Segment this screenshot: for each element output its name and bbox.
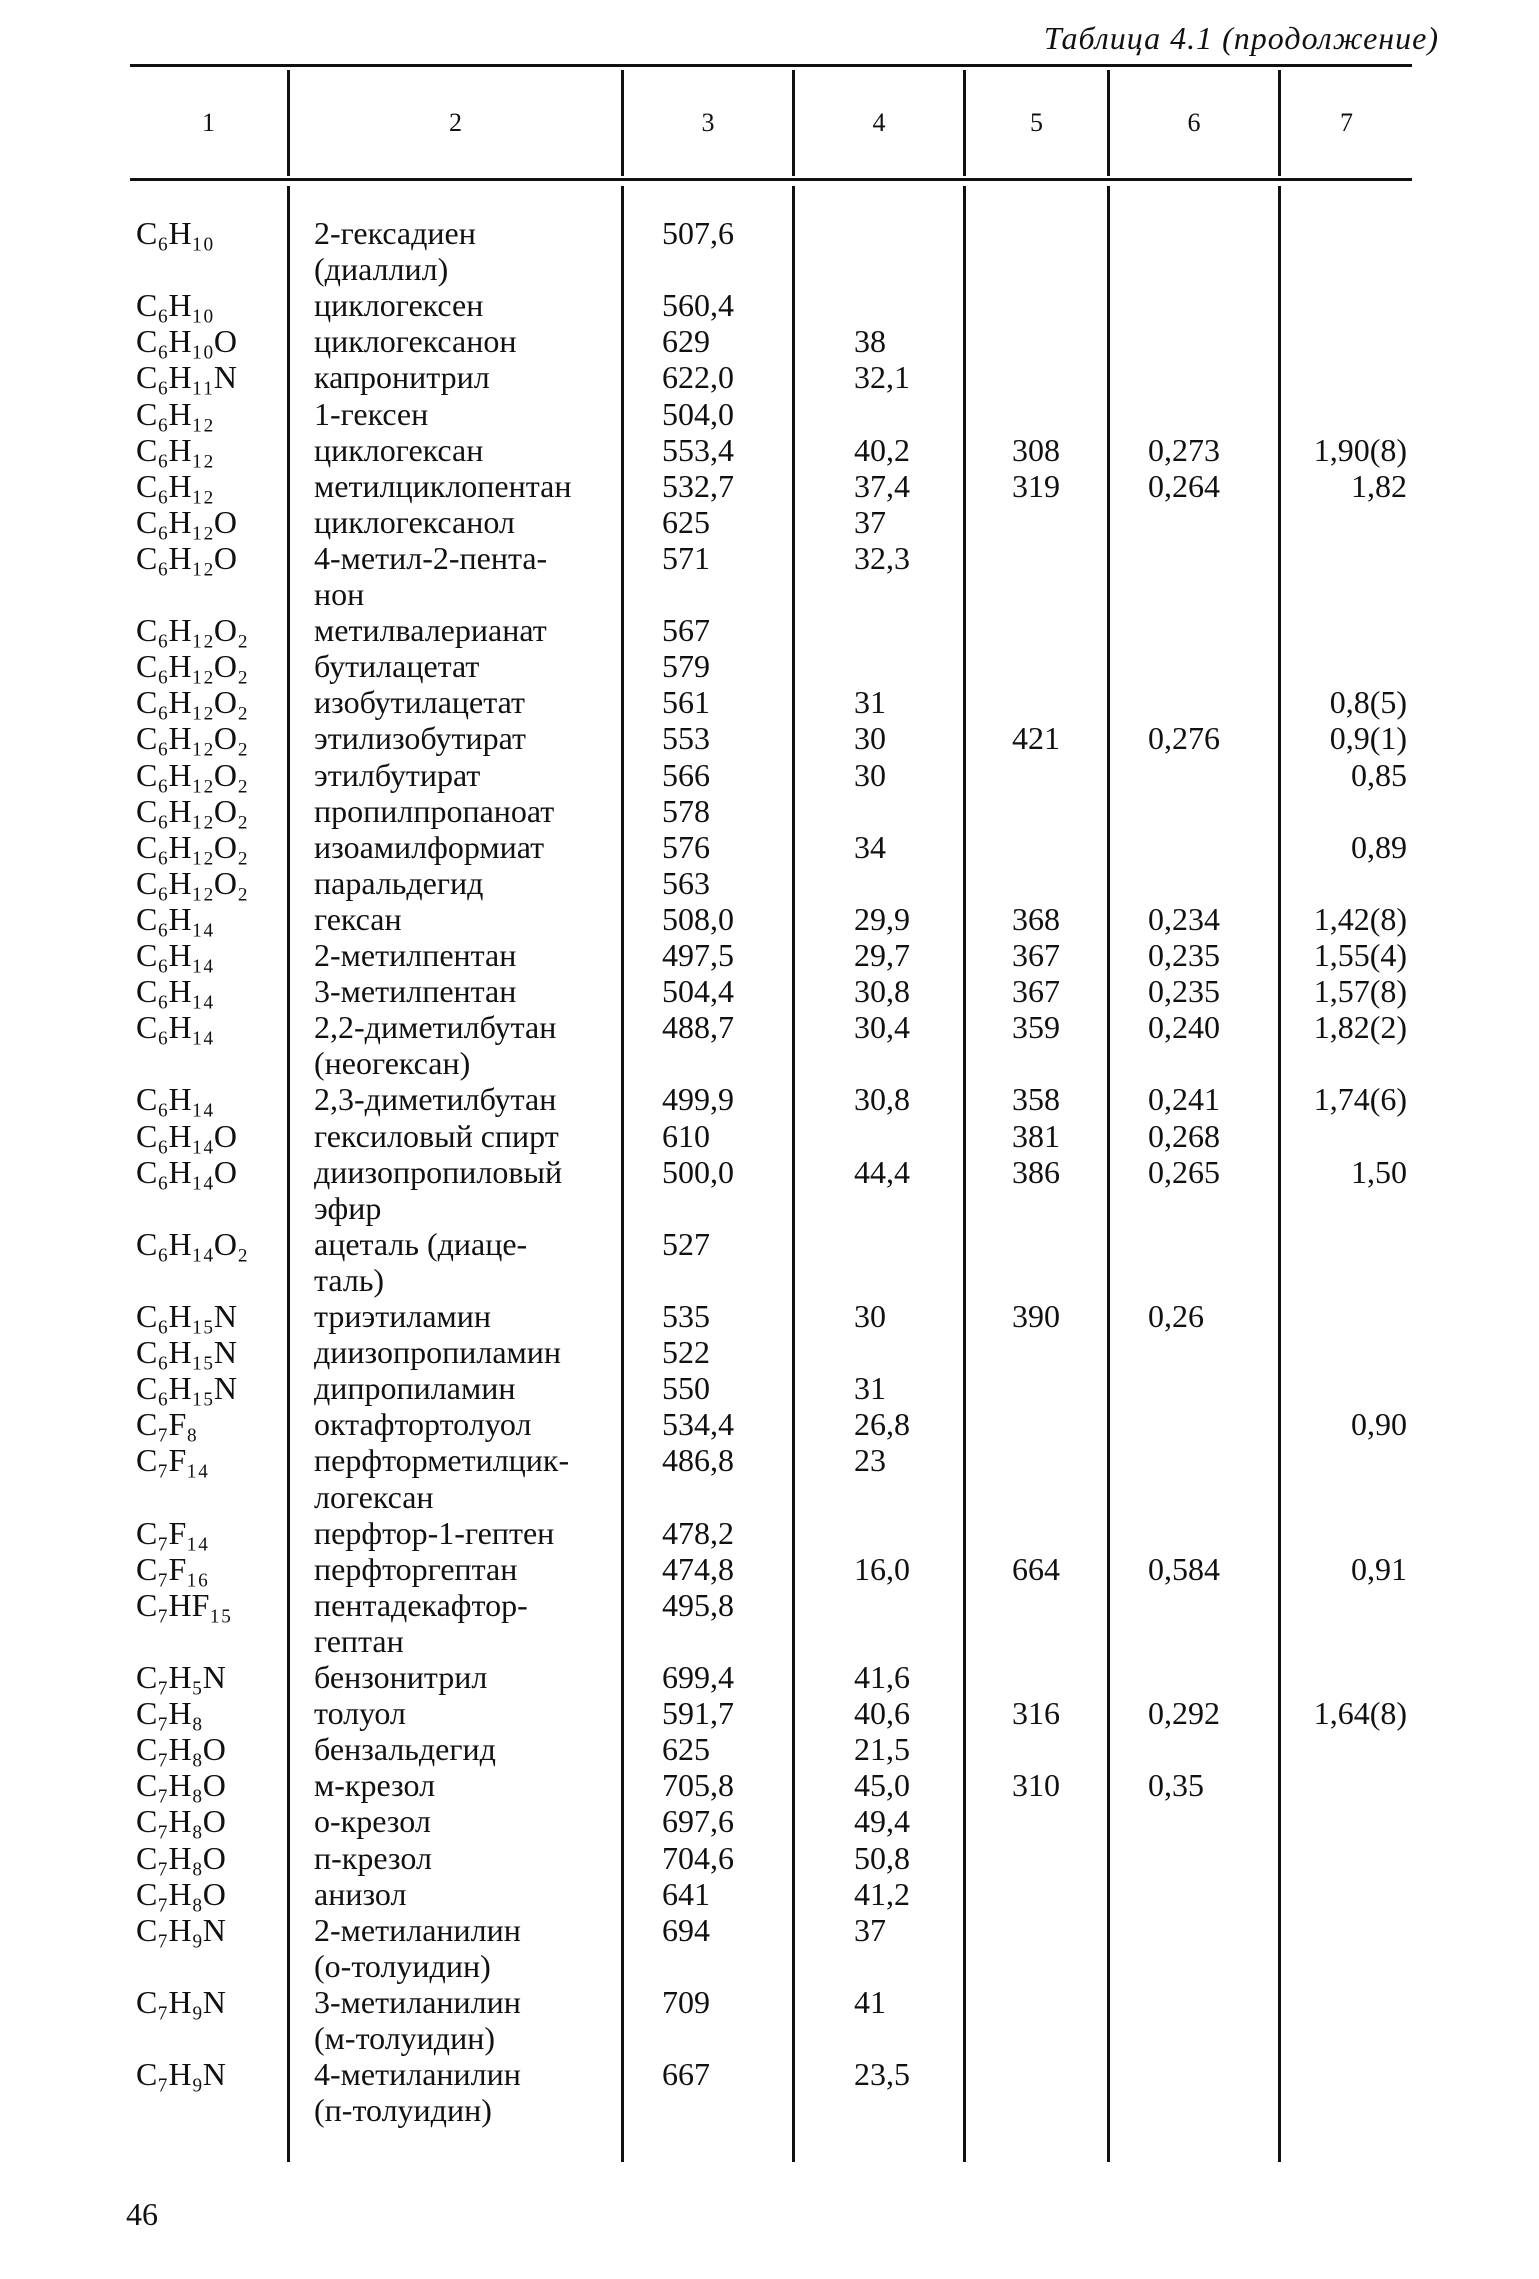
- value-col4-cell: 16,0: [854, 1550, 910, 1587]
- value-col4-cell: 50,8: [854, 1839, 910, 1876]
- table-row: [0, 323, 1539, 359]
- table-row: [0, 1442, 1539, 1478]
- table-row: [0, 396, 1539, 432]
- value-col4-cell: 37,4: [854, 467, 910, 504]
- formula-cell: C₆H₁₂O₂: [136, 792, 249, 829]
- table-row: [0, 1479, 1539, 1515]
- table-row: [0, 1081, 1539, 1117]
- compound-name-cell: циклогексанол: [314, 503, 515, 540]
- compound-name-cell: циклогексанон: [314, 323, 517, 360]
- value-col4-cell: 32,3: [854, 539, 910, 576]
- value-col3-cell: 474,8: [662, 1550, 734, 1587]
- value-col3-cell: 508,0: [662, 900, 734, 937]
- compound-name-cell: 4-метил-2-пента-: [314, 539, 548, 576]
- value-col3-cell: 527: [662, 1225, 710, 1262]
- value-col3-cell: 550: [662, 1370, 710, 1407]
- value-col5-cell: 358: [1012, 1081, 1060, 1118]
- compound-name-cell: гексан: [314, 900, 402, 937]
- table-row: [0, 757, 1539, 793]
- compound-name-cell: (п-толуидин): [314, 2092, 492, 2129]
- value-col3-cell: 522: [662, 1334, 710, 1371]
- compound-name-cell: (диаллил): [314, 251, 449, 288]
- formula-cell: C₆H₁₂O: [136, 503, 238, 540]
- value-col3-cell: 488,7: [662, 1009, 734, 1046]
- compound-name-cell: капронитрил: [314, 359, 490, 396]
- table-row: [0, 215, 1539, 251]
- formula-cell: C₇HF₁₅: [136, 1586, 232, 1623]
- value-col5-cell: 367: [1012, 937, 1060, 973]
- value-col6-cell: 0,235: [1148, 937, 1220, 973]
- table-row: [0, 1659, 1539, 1695]
- compound-name-cell: перфтор-1-гептен: [314, 1514, 555, 1551]
- formula-cell: C₆H₁₂O: [136, 539, 238, 576]
- compound-name-cell: метилвалерианат: [314, 612, 547, 649]
- table-row: [0, 1262, 1539, 1298]
- table-row: [0, 1298, 1539, 1334]
- compound-name-cell: (м-толуидин): [314, 2020, 495, 2056]
- formula-cell: C₆H₁₄: [136, 900, 214, 937]
- table-row: [0, 251, 1539, 287]
- compound-name-cell: эфир: [314, 1189, 382, 1226]
- formula-cell: C₇H₈O: [136, 1731, 226, 1768]
- table-row: [0, 2056, 1539, 2092]
- table-row: [0, 648, 1539, 684]
- table-row: [0, 1731, 1539, 1767]
- formula-cell: C₆H₁₄: [136, 937, 214, 973]
- value-col4-cell: 40,6: [854, 1695, 910, 1732]
- value-col4-cell: 38: [854, 323, 886, 360]
- table-row: [0, 504, 1539, 540]
- table-row: [0, 1984, 1539, 2020]
- value-col3-cell: 578: [662, 792, 710, 829]
- value-col6-cell: 0,276: [1148, 720, 1220, 757]
- value-col6-cell: 0,35: [1148, 1767, 1204, 1804]
- value-col3-cell: 576: [662, 828, 710, 865]
- value-col4-cell: 31: [854, 684, 886, 721]
- value-col3-cell: 667: [662, 2056, 710, 2093]
- compound-name-cell: 2-метиланилин: [314, 1911, 521, 1948]
- compound-name-cell: м-крезол: [314, 1767, 436, 1804]
- value-col3-cell: 567: [662, 612, 710, 649]
- value-col4-cell: 41: [854, 1983, 886, 2020]
- value-col4-cell: 49,4: [854, 1803, 910, 1840]
- value-col7-cell: 0,90: [1351, 1406, 1407, 1443]
- formula-cell: C₇H₈: [136, 1695, 203, 1732]
- table-row: [0, 468, 1539, 504]
- value-col4-cell: 32,1: [854, 359, 910, 396]
- compound-name-cell: диизопропиловый: [314, 1153, 563, 1190]
- value-col3-cell: 497,5: [662, 937, 734, 973]
- value-col5-cell: 390: [1012, 1298, 1060, 1334]
- value-col3-cell: 622,0: [662, 359, 734, 396]
- compound-name-cell: пентадекафтор-: [314, 1586, 528, 1623]
- formula-cell: C₇H₈O: [136, 1839, 226, 1876]
- compound-name-cell: (о-толуидин): [314, 1947, 491, 1984]
- compound-name-cell: нон: [314, 576, 365, 612]
- formula-cell: C₇H₈O: [136, 1875, 226, 1912]
- value-col4-cell: 30,4: [854, 1009, 910, 1046]
- table-row: [0, 1118, 1539, 1154]
- value-col7-cell: 1,82(2): [1313, 1009, 1407, 1046]
- formula-cell: C₆H₁₅N: [136, 1334, 238, 1371]
- value-col7-cell: 0,89: [1351, 828, 1407, 865]
- compound-name-cell: дипропиламин: [314, 1370, 516, 1407]
- value-col5-cell: 421: [1012, 720, 1060, 757]
- value-col5-cell: 319: [1012, 467, 1060, 504]
- value-col3-cell: 553: [662, 720, 710, 757]
- value-col3-cell: 563: [662, 864, 710, 901]
- compound-name-cell: о-крезол: [314, 1803, 431, 1840]
- compound-name-cell: 2,2-диметилбутан: [314, 1009, 557, 1046]
- compound-name-cell: этилбутират: [314, 756, 481, 793]
- formula-cell: C₇H₉N: [136, 2056, 226, 2093]
- value-col7-cell: 1,74(6): [1313, 1081, 1407, 1118]
- value-col6-cell: 0,292: [1148, 1695, 1220, 1732]
- value-col5-cell: 381: [1012, 1117, 1060, 1154]
- compound-name-cell: 2-гексадиен: [314, 215, 476, 251]
- formula-cell: C₇H₈O: [136, 1767, 226, 1804]
- value-col5-cell: 386: [1012, 1153, 1060, 1190]
- column-header-5: 5: [1030, 108, 1043, 137]
- formula-cell: C₇H₉N: [136, 1911, 226, 1948]
- formula-cell: C₇F₁₆: [136, 1550, 209, 1587]
- value-col4-cell: 21,5: [854, 1731, 910, 1768]
- table-row: [0, 829, 1539, 865]
- value-col3-cell: 705,8: [662, 1767, 734, 1804]
- value-col3-cell: 499,9: [662, 1081, 734, 1118]
- compound-name-cell: пропилпропаноат: [314, 792, 555, 829]
- compound-name-cell: изобутилацетат: [314, 684, 525, 721]
- value-col3-cell: 500,0: [662, 1153, 734, 1190]
- value-col3-cell: 507,6: [662, 215, 734, 251]
- value-col3-cell: 610: [662, 1117, 710, 1154]
- formula-cell: C₆H₁₅N: [136, 1370, 238, 1407]
- value-col3-cell: 535: [662, 1298, 710, 1334]
- value-col4-cell: 37: [854, 503, 886, 540]
- formula-cell: C₇F₁₄: [136, 1514, 209, 1551]
- value-col3-cell: 553,4: [662, 431, 734, 468]
- formula-cell: C₆H₁₄O: [136, 1117, 238, 1154]
- table-row: [0, 720, 1539, 756]
- value-col4-cell: 31: [854, 1370, 886, 1407]
- table-row: [0, 1370, 1539, 1406]
- formula-cell: C₆H₁₄: [136, 973, 214, 1010]
- column-header-3: 3: [701, 108, 715, 137]
- value-col3-cell: 641: [662, 1875, 710, 1912]
- value-col7-cell: 0,9(1): [1329, 720, 1407, 757]
- compound-name-cell: 3-метилпентан: [314, 973, 517, 1010]
- value-col4-cell: 41,6: [854, 1659, 910, 1695]
- value-col4-cell: 30: [854, 756, 886, 793]
- formula-cell: C₆H₁₀: [136, 287, 214, 324]
- compound-name-cell: 2,3-диметилбутан: [314, 1081, 557, 1118]
- table-row: [0, 2020, 1539, 2056]
- value-col7-cell: 0,85: [1351, 756, 1407, 793]
- compound-name-cell: метилциклопентан: [314, 467, 572, 504]
- value-col6-cell: 0,268: [1148, 1117, 1220, 1154]
- value-col6-cell: 0,273: [1148, 431, 1220, 468]
- formula-cell: C₇F₁₄: [136, 1442, 209, 1479]
- value-col4-cell: 26,8: [854, 1406, 910, 1443]
- table-row: [0, 865, 1539, 901]
- table-row: [0, 1045, 1539, 1081]
- value-col5-cell: 316: [1012, 1695, 1060, 1732]
- formula-cell: C₆H₁₀O: [136, 323, 238, 360]
- value-col3-cell: 694: [662, 1911, 710, 1948]
- column-header-2: 2: [449, 108, 462, 137]
- formula-cell: C₆H₁₂: [136, 395, 214, 432]
- value-col4-cell: 30,8: [854, 1081, 910, 1118]
- value-col4-cell: 29,9: [854, 900, 910, 937]
- formula-cell: C₆H₁₀: [136, 215, 214, 251]
- table-row: [0, 1334, 1539, 1370]
- table-row: [0, 1876, 1539, 1912]
- value-col4-cell: 30: [854, 720, 886, 757]
- compound-name-cell: таль): [314, 1261, 385, 1298]
- table-row: [0, 1767, 1539, 1803]
- compound-name-cell: толуол: [314, 1695, 406, 1732]
- value-col3-cell: 579: [662, 648, 710, 685]
- value-col4-cell: 23: [854, 1442, 886, 1479]
- formula-cell: C₆H₁₄: [136, 1009, 214, 1046]
- compound-name-cell: 4-метиланилин: [314, 2056, 521, 2093]
- value-col3-cell: 629: [662, 323, 710, 360]
- value-col6-cell: 0,240: [1148, 1009, 1220, 1046]
- value-col6-cell: 0,235: [1148, 973, 1220, 1010]
- value-col7-cell: 0,91: [1351, 1550, 1407, 1587]
- value-col3-cell: 625: [662, 503, 710, 540]
- table-row: [0, 1406, 1539, 1442]
- value-col3-cell: 504,0: [662, 395, 734, 432]
- table-row: [0, 287, 1539, 323]
- value-col5-cell: 308: [1012, 431, 1060, 468]
- value-col4-cell: 37: [854, 1911, 886, 1948]
- compound-name-cell: перфторметилцик-: [314, 1442, 570, 1479]
- compound-name-cell: п-крезол: [314, 1839, 432, 1876]
- value-col3-cell: 486,8: [662, 1442, 734, 1479]
- value-col6-cell: 0,234: [1148, 900, 1220, 937]
- table-row: [0, 1695, 1539, 1731]
- table-row: [0, 576, 1539, 612]
- compound-name-cell: 1-гексен: [314, 395, 429, 432]
- table-row: [0, 1551, 1539, 1587]
- formula-cell: C₆H₁₄O: [136, 1153, 238, 1190]
- value-col3-cell: 560,4: [662, 287, 734, 324]
- value-col5-cell: 310: [1012, 1767, 1060, 1804]
- value-col3-cell: 571: [662, 539, 710, 576]
- value-col5-cell: 359: [1012, 1009, 1060, 1046]
- value-col6-cell: 0,265: [1148, 1153, 1220, 1190]
- value-col4-cell: 30: [854, 1298, 886, 1334]
- compound-name-cell: ацеталь (диацe-: [314, 1225, 528, 1262]
- formula-cell: C₆H₁₂O₂: [136, 864, 249, 901]
- value-col3-cell: 504,4: [662, 973, 734, 1010]
- column-header-6: 6: [1187, 108, 1201, 137]
- value-col4-cell: 34: [854, 828, 886, 865]
- column-header-1: 1: [202, 108, 215, 137]
- value-col4-cell: 30,8: [854, 973, 910, 1010]
- table-row: [0, 1009, 1539, 1045]
- value-col3-cell: 699,4: [662, 1659, 734, 1695]
- compound-name-cell: октафтортолуол: [314, 1406, 532, 1443]
- table-row: [0, 1912, 1539, 1948]
- value-col3-cell: 697,6: [662, 1803, 734, 1840]
- table-row: [0, 612, 1539, 648]
- compound-name-cell: циклогексан: [314, 431, 484, 468]
- value-col4-cell: 45,0: [854, 1767, 910, 1804]
- value-col7-cell: 1,55(4): [1313, 937, 1407, 973]
- formula-cell: C₆H₁₄: [136, 1081, 214, 1118]
- formula-cell: C₆H₁₂O₂: [136, 648, 249, 685]
- value-col3-cell: 495,8: [662, 1586, 734, 1623]
- formula-cell: C₆H₁₄O₂: [136, 1225, 249, 1262]
- value-col6-cell: 0,241: [1148, 1081, 1220, 1118]
- table-row: [0, 359, 1539, 395]
- table-row: [0, 1623, 1539, 1659]
- column-header-7: 7: [1340, 108, 1353, 137]
- value-col4-cell: 40,2: [854, 431, 910, 468]
- table-row: [0, 1154, 1539, 1190]
- compound-name-cell: бензальдегид: [314, 1731, 496, 1768]
- value-col6-cell: 0,264: [1148, 467, 1220, 504]
- formula-cell: C₇H₈O: [136, 1803, 226, 1840]
- compound-name-cell: перфторгептан: [314, 1550, 518, 1587]
- value-col4-cell: 44,4: [854, 1153, 910, 1190]
- formula-cell: C₆H₁₂O₂: [136, 684, 249, 721]
- value-col7-cell: 1,42(8): [1313, 900, 1407, 937]
- formula-cell: C₆H₁₂: [136, 467, 214, 504]
- value-col7-cell: 0,8(5): [1329, 684, 1407, 721]
- value-col3-cell: 709: [662, 1983, 710, 2020]
- formula-cell: C₆H₁₂O₂: [136, 828, 249, 865]
- formula-cell: C₇H₉N: [136, 1983, 226, 2020]
- value-col7-cell: 1,90(8): [1313, 431, 1407, 468]
- value-col7-cell: 1,50: [1351, 1153, 1407, 1190]
- compound-name-cell: анизол: [314, 1875, 407, 1912]
- table-caption: Таблица 4.1 (продолжение): [1043, 20, 1439, 56]
- top-rule: [130, 64, 1412, 67]
- formula-cell: C₆H₁₂O₂: [136, 720, 249, 757]
- table-row: [0, 1515, 1539, 1551]
- compound-name-cell: триэтиламин: [314, 1298, 492, 1334]
- value-col6-cell: 0,26: [1148, 1298, 1204, 1334]
- value-col7-cell: 1,57(8): [1313, 973, 1407, 1010]
- formula-cell: C₆H₁₁N: [136, 359, 238, 396]
- compound-name-cell: паральдегид: [314, 864, 484, 901]
- formula-cell: C₆H₁₂O₂: [136, 756, 249, 793]
- table-row: [0, 684, 1539, 720]
- table-row: [0, 540, 1539, 576]
- table-row: [0, 793, 1539, 829]
- table-row: [0, 1948, 1539, 1984]
- table-row: [0, 1190, 1539, 1226]
- value-col3-cell: 591,7: [662, 1695, 734, 1732]
- header-rule: [130, 178, 1412, 181]
- compound-name-cell: бензонитрил: [314, 1659, 488, 1695]
- table-row: [0, 1803, 1539, 1839]
- table-row: [0, 2092, 1539, 2128]
- value-col5-cell: 664: [1012, 1550, 1060, 1587]
- value-col5-cell: 368: [1012, 900, 1060, 937]
- value-col6-cell: 0,584: [1148, 1550, 1220, 1587]
- value-col7-cell: 1,82: [1351, 467, 1407, 504]
- value-col3-cell: 704,6: [662, 1839, 734, 1876]
- table-row: [0, 1226, 1539, 1262]
- value-col3-cell: 534,4: [662, 1406, 734, 1443]
- value-col4-cell: 41,2: [854, 1875, 910, 1912]
- value-col7-cell: 1,64(8): [1313, 1695, 1407, 1732]
- value-col3-cell: 625: [662, 1731, 710, 1768]
- value-col3-cell: 566: [662, 756, 710, 793]
- formula-cell: C₇F₈: [136, 1406, 198, 1443]
- value-col3-cell: 532,7: [662, 467, 734, 504]
- table-row: [0, 901, 1539, 937]
- value-col5-cell: 367: [1012, 973, 1060, 1010]
- compound-name-cell: диизопропиламин: [314, 1334, 562, 1371]
- value-col3-cell: 478,2: [662, 1514, 734, 1551]
- formula-cell: C₇H₅N: [136, 1659, 226, 1695]
- compound-name-cell: (неогексан): [314, 1045, 471, 1082]
- formula-cell: C₆H₁₅N: [136, 1298, 238, 1334]
- formula-cell: C₆H₁₂O₂: [136, 612, 249, 649]
- compound-name-cell: циклогексен: [314, 287, 484, 324]
- table-row: [0, 1840, 1539, 1876]
- value-col3-cell: 561: [662, 684, 710, 721]
- table-row: [0, 432, 1539, 468]
- table-row: [0, 937, 1539, 973]
- value-col4-cell: 29,7: [854, 937, 910, 973]
- compound-name-cell: 3-метиланилин: [314, 1983, 521, 2020]
- compound-name-cell: бутилацетат: [314, 648, 480, 685]
- table-row: [0, 1587, 1539, 1623]
- formula-cell: C₆H₁₂: [136, 431, 214, 468]
- compound-name-cell: 2-метилпентан: [314, 937, 517, 973]
- compound-name-cell: логексан: [314, 1478, 434, 1515]
- page-number: 46: [126, 2196, 158, 2232]
- table-row: [0, 973, 1539, 1009]
- compound-name-cell: изоамилформиат: [314, 828, 545, 865]
- column-header-4: 4: [872, 108, 886, 137]
- compound-name-cell: этилизобутират: [314, 720, 526, 757]
- compound-name-cell: гексиловый спирт: [314, 1117, 559, 1154]
- value-col4-cell: 23,5: [854, 2056, 910, 2093]
- compound-name-cell: гептан: [314, 1622, 404, 1659]
